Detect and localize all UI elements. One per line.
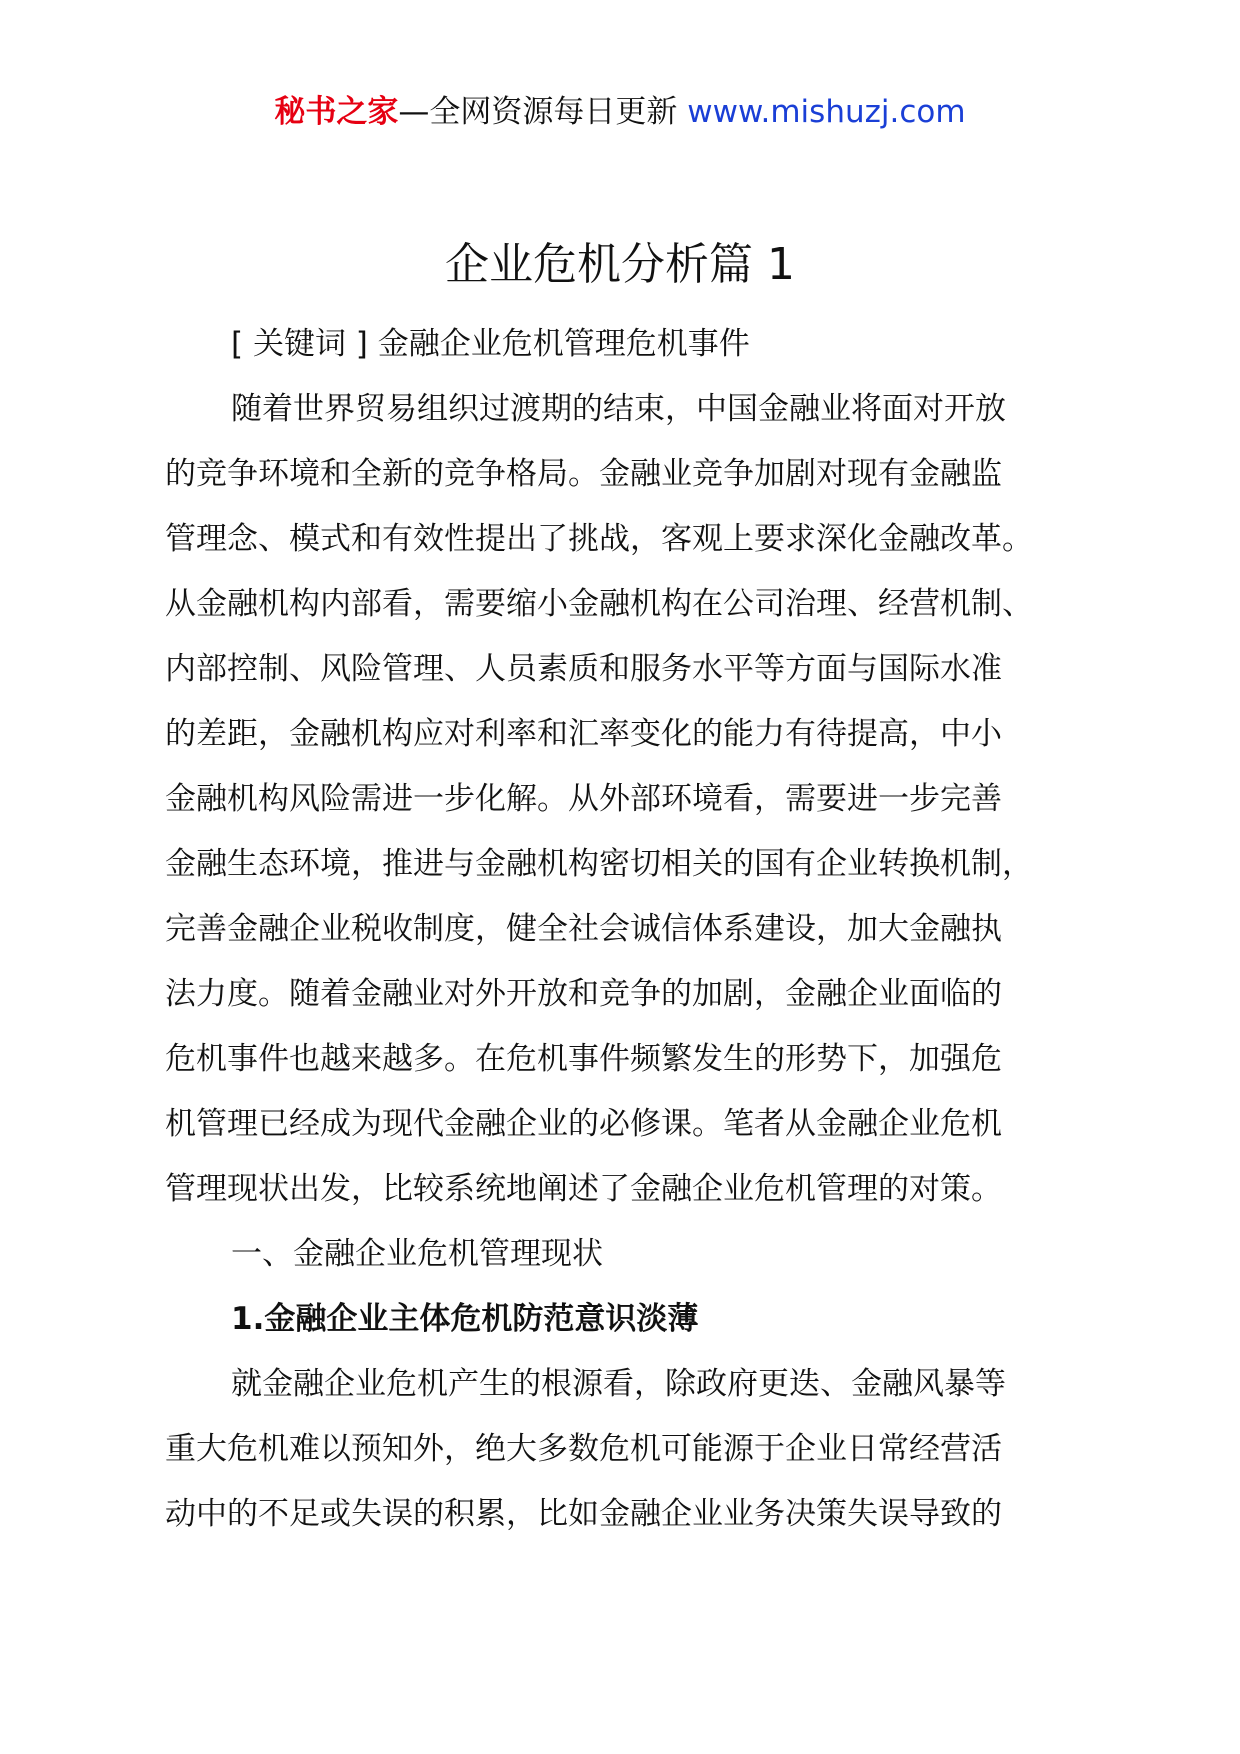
paragraph-line: 从金融机构内部看，需要缩小金融机构在公司治理、经营机制、 [165, 586, 1033, 622]
site-tagline: —全网资源每日更新 [398, 94, 688, 130]
paragraph-line: 动中的不足或失误的积累，比如金融企业业务决策失误导致的 [165, 1496, 1002, 1532]
subsection-heading: 1.金融企业主体危机防范意识淡薄 [231, 1301, 699, 1337]
paragraph-line: 的差距，金融机构应对利率和汇率变化的能力有待提高，中小 [165, 716, 1002, 752]
site-url-link[interactable]: www.mishuzj.com [687, 94, 966, 130]
paragraph-line: 金融机构风险需进一步化解。从外部环境看，需要进一步完善 [165, 781, 1002, 817]
paragraph-line: 管理念、模式和有效性提出了挑战，客观上要求深化金融改革。 [165, 521, 1033, 557]
site-header [0, 92, 1240, 132]
document-body [165, 312, 1125, 1547]
paragraph-line: 管理现状出发，比较系统地阐述了金融企业危机管理的对策。 [165, 1171, 1002, 1207]
document-title: 企业危机分析篇 1 [445, 239, 795, 290]
paragraph-line: 重大危机难以预知外，绝大多数危机可能源于企业日常经营活 [165, 1431, 1002, 1467]
paragraph-line: 完善金融企业税收制度，健全社会诚信体系建设，加大金融执 [165, 911, 1002, 947]
site-brand: 秘书之家 [274, 94, 399, 130]
paragraph-line: 就金融企业危机产生的根源看，除政府更迭、金融风暴等 [231, 1366, 1006, 1402]
paragraph-line: 机管理已经成为现代金融企业的必修课。笔者从金融企业危机 [165, 1106, 1002, 1142]
paragraph-line: 的竞争环境和全新的竞争格局。金融业竞争加剧对现有金融监 [165, 456, 1002, 492]
paragraph-line: 金融生态环境，推进与金融机构密切相关的国有企业转换机制， [165, 846, 1033, 882]
keywords-line: [ 关键词 ] 金融企业危机管理危机事件 [231, 326, 750, 362]
section-heading: 一、金融企业危机管理现状 [231, 1236, 603, 1272]
paragraph-line: 内部控制、风险管理、人员素质和服务水平等方面与国际水准 [165, 651, 1002, 687]
paragraph-line: 随着世界贸易组织过渡期的结束，中国金融业将面对开放 [231, 391, 1006, 427]
paragraph-line: 危机事件也越来越多。在危机事件频繁发生的形势下，加强危 [165, 1041, 1002, 1077]
paragraph-line: 法力度。随着金融业对外开放和竞争的加剧，金融企业面临的 [165, 976, 1002, 1012]
